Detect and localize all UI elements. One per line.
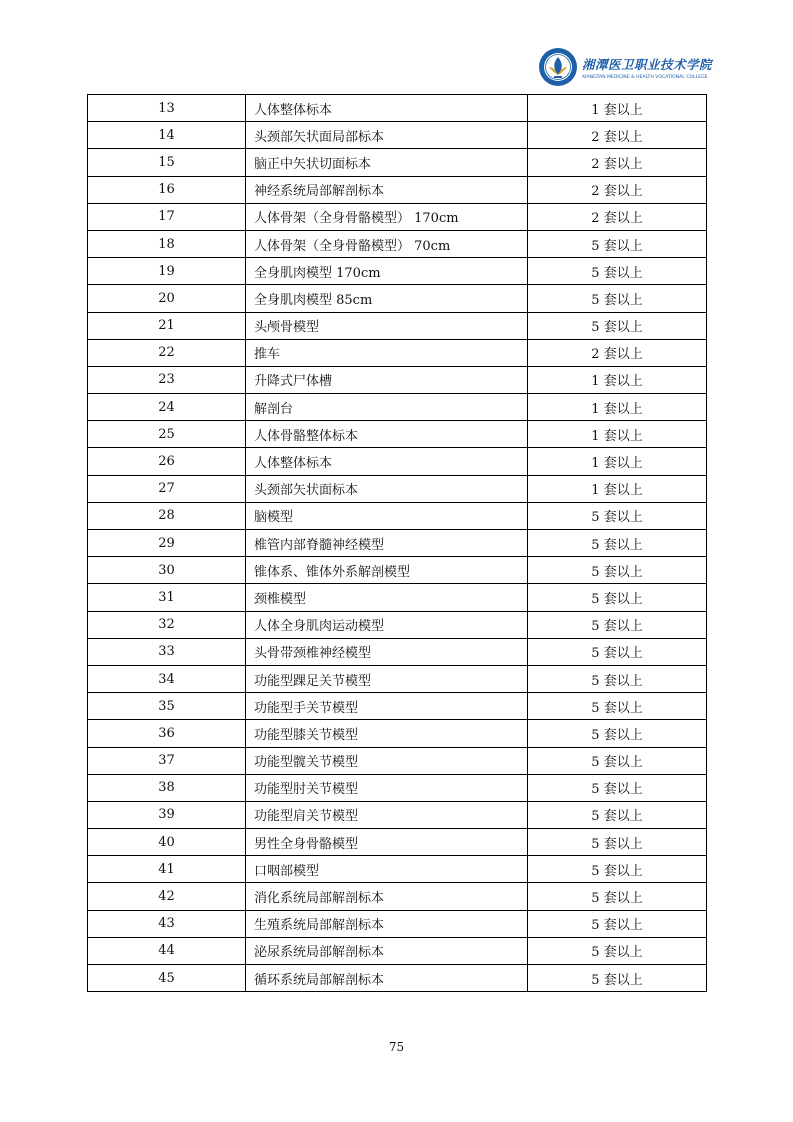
quantity-cell: 5 套以上 — [528, 937, 707, 964]
quantity-cell: 5 套以上 — [528, 557, 707, 584]
item-name-cell: 功能型髋关节模型 — [246, 747, 528, 774]
table-row — [88, 421, 707, 448]
item-name-cell: 功能型手关节模型 — [246, 693, 528, 720]
quantity-cell: 5 套以上 — [528, 829, 707, 856]
quantity-cell: 2 套以上 — [528, 203, 707, 230]
quantity-cell: 1 套以上 — [528, 448, 707, 475]
quantity-cell: 5 套以上 — [528, 693, 707, 720]
row-number-cell: 27 — [88, 475, 246, 502]
quantity-cell: 1 套以上 — [528, 394, 707, 421]
table-row — [88, 747, 707, 774]
quantity-cell: 5 套以上 — [528, 665, 707, 692]
table-row — [88, 883, 707, 910]
table-row — [88, 693, 707, 720]
quantity-cell: 1 套以上 — [528, 475, 707, 502]
item-name-cell: 升降式尸体槽 — [246, 366, 528, 393]
row-number-cell: 30 — [88, 557, 246, 584]
table-row — [88, 910, 707, 937]
row-number-cell: 42 — [88, 883, 246, 910]
row-number-cell: 45 — [88, 965, 246, 992]
item-name-cell: 男性全身骨骼模型 — [246, 829, 528, 856]
college-emblem-icon — [538, 47, 578, 87]
quantity-cell: 5 套以上 — [528, 502, 707, 529]
row-number-cell: 43 — [88, 910, 246, 937]
table-row — [88, 502, 707, 529]
table-row — [88, 285, 707, 312]
row-number-cell: 28 — [88, 502, 246, 529]
table-row — [88, 366, 707, 393]
quantity-cell: 5 套以上 — [528, 965, 707, 992]
item-name-cell: 人体骨架（全身骨骼模型） 70cm — [246, 230, 528, 257]
table-row — [88, 829, 707, 856]
table-row — [88, 530, 707, 557]
item-name-cell: 人体骨骼整体标本 — [246, 421, 528, 448]
table-row — [88, 448, 707, 475]
quantity-cell: 5 套以上 — [528, 285, 707, 312]
item-name-cell: 功能型踝足关节模型 — [246, 665, 528, 692]
row-number-cell: 35 — [88, 693, 246, 720]
quantity-cell: 2 套以上 — [528, 339, 707, 366]
item-name-cell: 头骨带颈椎神经模型 — [246, 638, 528, 665]
row-number-cell: 17 — [88, 203, 246, 230]
quantity-cell: 2 套以上 — [528, 122, 707, 149]
logo-text-cn: 湘潭医卫职业技术学院 — [582, 56, 713, 72]
table-row — [88, 720, 707, 747]
item-name-cell: 推车 — [246, 339, 528, 366]
table-row — [88, 856, 707, 883]
row-number-cell: 18 — [88, 230, 246, 257]
page-number: 75 — [388, 1040, 405, 1054]
item-name-cell: 消化系统局部解剖标本 — [246, 883, 528, 910]
item-name-cell: 神经系统局部解剖标本 — [246, 176, 528, 203]
quantity-cell: 2 套以上 — [528, 149, 707, 176]
item-name-cell: 生殖系统局部解剖标本 — [246, 910, 528, 937]
item-name-cell: 功能型肘关节模型 — [246, 774, 528, 801]
item-name-cell: 人体整体标本 — [246, 448, 528, 475]
row-number-cell: 25 — [88, 421, 246, 448]
table-row — [88, 203, 707, 230]
quantity-cell: 5 套以上 — [528, 638, 707, 665]
row-number-cell: 34 — [88, 665, 246, 692]
row-number-cell: 20 — [88, 285, 246, 312]
item-name-cell: 脑模型 — [246, 502, 528, 529]
quantity-cell: 5 套以上 — [528, 747, 707, 774]
item-name-cell: 锥体系、锥体外系解剖模型 — [246, 557, 528, 584]
row-number-cell: 41 — [88, 856, 246, 883]
item-name-cell: 头颈部矢状面局部标本 — [246, 122, 528, 149]
table-row — [88, 230, 707, 257]
item-name-cell: 人体骨架（全身骨骼模型） 170cm — [246, 203, 528, 230]
row-number-cell: 36 — [88, 720, 246, 747]
item-name-cell: 功能型膝关节模型 — [246, 720, 528, 747]
equipment-table — [87, 94, 707, 992]
row-number-cell: 39 — [88, 801, 246, 828]
row-number-cell: 24 — [88, 394, 246, 421]
row-number-cell: 38 — [88, 774, 246, 801]
row-number-cell: 19 — [88, 258, 246, 285]
quantity-cell: 5 套以上 — [528, 312, 707, 339]
table-row — [88, 122, 707, 149]
item-name-cell: 解剖台 — [246, 394, 528, 421]
logo-text-en: XIANGTAN MEDICINE & HEALTH VOCATIONAL COLLEGE — [582, 74, 708, 80]
row-number-cell: 14 — [88, 122, 246, 149]
row-number-cell: 32 — [88, 611, 246, 638]
item-name-cell: 泌尿系统局部解剖标本 — [246, 937, 528, 964]
item-name-cell: 口咽部模型 — [246, 856, 528, 883]
row-number-cell: 13 — [88, 95, 246, 122]
row-number-cell: 16 — [88, 176, 246, 203]
table-row — [88, 801, 707, 828]
item-name-cell: 全身肌肉模型 170cm — [246, 258, 528, 285]
quantity-cell: 5 套以上 — [528, 230, 707, 257]
quantity-cell: 5 套以上 — [528, 720, 707, 747]
row-number-cell: 26 — [88, 448, 246, 475]
row-number-cell: 40 — [88, 829, 246, 856]
item-name-cell: 椎管内部脊髓神经模型 — [246, 530, 528, 557]
quantity-cell: 5 套以上 — [528, 856, 707, 883]
quantity-cell: 1 套以上 — [528, 95, 707, 122]
item-name-cell: 头颈部矢状面标本 — [246, 475, 528, 502]
table-row — [88, 149, 707, 176]
table-row — [88, 965, 707, 992]
table-row — [88, 774, 707, 801]
item-name-cell: 人体全身肌肉运动模型 — [246, 611, 528, 638]
table-row — [88, 665, 707, 692]
item-name-cell: 头颅骨模型 — [246, 312, 528, 339]
quantity-cell: 5 套以上 — [528, 611, 707, 638]
quantity-cell: 5 套以上 — [528, 584, 707, 611]
table-row — [88, 312, 707, 339]
quantity-cell: 5 套以上 — [528, 774, 707, 801]
equipment-table-body — [88, 95, 707, 992]
row-number-cell: 21 — [88, 312, 246, 339]
table-row — [88, 258, 707, 285]
table-row — [88, 937, 707, 964]
table-row — [88, 394, 707, 421]
quantity-cell: 2 套以上 — [528, 176, 707, 203]
table-row — [88, 557, 707, 584]
item-name-cell: 循环系统局部解剖标本 — [246, 965, 528, 992]
row-number-cell: 37 — [88, 747, 246, 774]
college-logo — [538, 44, 713, 90]
quantity-cell: 5 套以上 — [528, 883, 707, 910]
row-number-cell: 33 — [88, 638, 246, 665]
item-name-cell: 人体整体标本 — [246, 95, 528, 122]
item-name-cell: 脑正中矢状切面标本 — [246, 149, 528, 176]
row-number-cell: 31 — [88, 584, 246, 611]
table-row — [88, 475, 707, 502]
quantity-cell: 5 套以上 — [528, 910, 707, 937]
row-number-cell: 29 — [88, 530, 246, 557]
quantity-cell: 5 套以上 — [528, 801, 707, 828]
table-row — [88, 176, 707, 203]
quantity-cell: 5 套以上 — [528, 258, 707, 285]
quantity-cell: 1 套以上 — [528, 421, 707, 448]
row-number-cell: 23 — [88, 366, 246, 393]
table-row — [88, 339, 707, 366]
table-row — [88, 638, 707, 665]
logo-text-group — [582, 55, 712, 80]
table-row — [88, 584, 707, 611]
table-row — [88, 611, 707, 638]
row-number-cell: 44 — [88, 937, 246, 964]
quantity-cell: 5 套以上 — [528, 530, 707, 557]
item-name-cell: 颈椎模型 — [246, 584, 528, 611]
quantity-cell: 1 套以上 — [528, 366, 707, 393]
row-number-cell: 15 — [88, 149, 246, 176]
row-number-cell: 22 — [88, 339, 246, 366]
table-row — [88, 95, 707, 122]
item-name-cell: 功能型肩关节模型 — [246, 801, 528, 828]
item-name-cell: 全身肌肉模型 85cm — [246, 285, 528, 312]
